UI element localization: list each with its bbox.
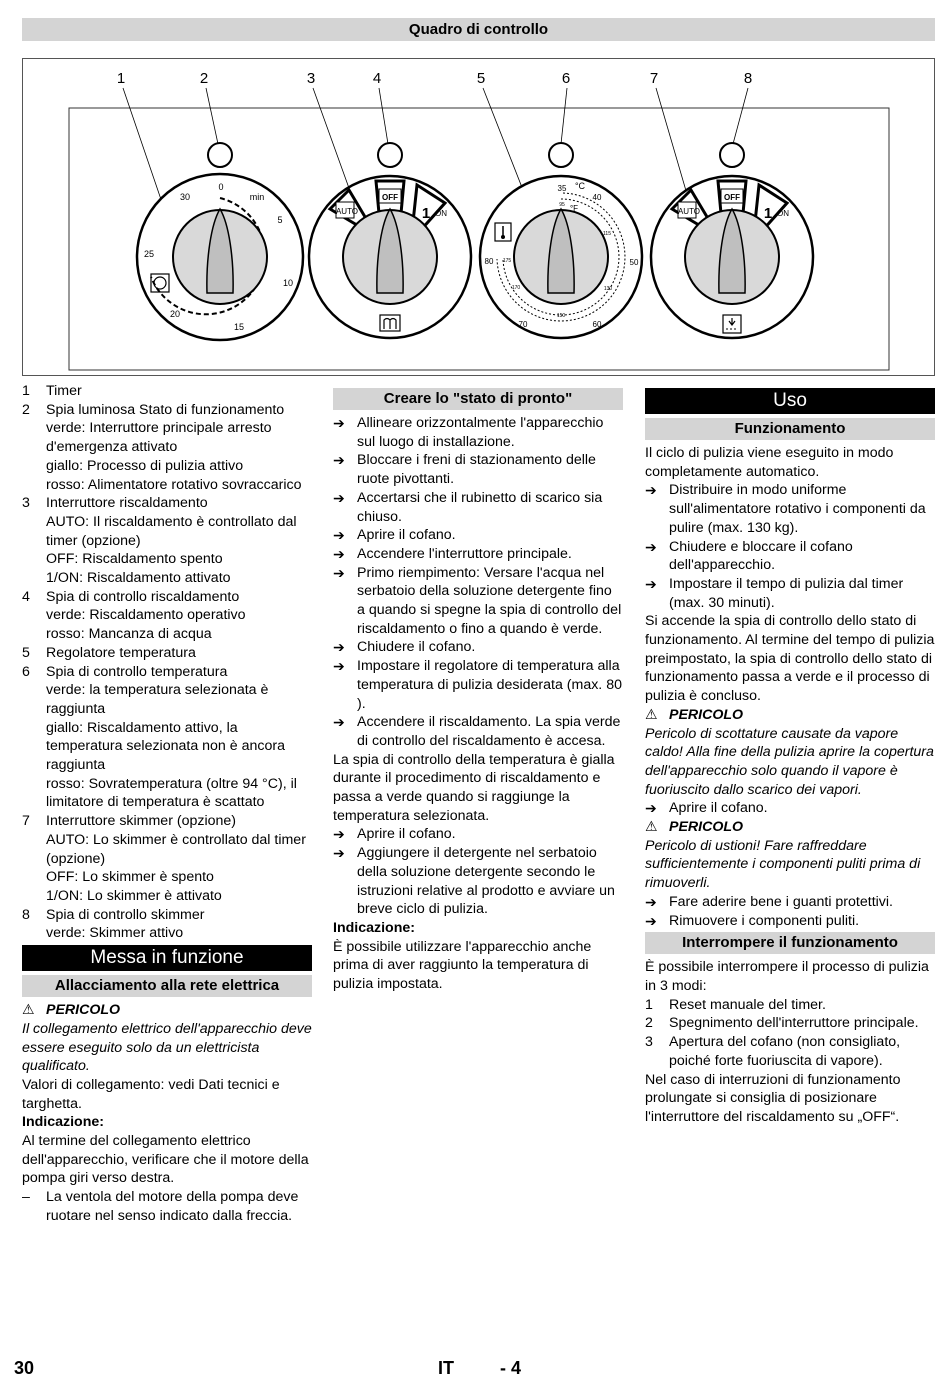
warning-heading-2: [645, 818, 935, 837]
list-item: [333, 825, 623, 844]
thermostat-f-130: 130: [603, 286, 613, 292]
list-item-text: Aprire il cofano.: [357, 527, 456, 544]
list-item-text: Chiudere e bloccare il cofano dell'apparecchio.: [669, 538, 853, 574]
list-item: [645, 996, 935, 1015]
heating-lamp: [378, 143, 402, 167]
note-label: Indicazione:: [22, 1114, 104, 1131]
list-item-text: 1/ON: Lo skimmer è attivato: [46, 887, 222, 904]
list-item: [22, 419, 312, 456]
heating-on-number: 1: [421, 205, 431, 222]
thermostat-c-50: 50: [629, 258, 639, 267]
callout-5: 5: [476, 70, 486, 87]
thermostat-f-175: 175: [502, 258, 512, 264]
list-item: [333, 713, 623, 750]
page-subnumber: - 4: [500, 1358, 522, 1378]
warning-triangle-icon: ⚠: [22, 1002, 35, 1019]
intro-text: Il ciclo di pulizia viene eseguito in modo completamente automatico.: [645, 445, 894, 480]
list-item: [22, 588, 312, 607]
values-text: Valori di collegamento: vedi Dati tecnici e targhetta.: [22, 1076, 280, 1112]
final-paragraph: Nel caso di interruzioni di funzionamento prolungate si consiglia di posizionare l'interruttore del riscaldamento su „OFF“.: [645, 1071, 901, 1125]
list-item: [645, 893, 935, 912]
list-number: [22, 625, 46, 644]
list-item-text: verde: Interruttore principale arresto d'emergenza attivato: [46, 420, 272, 456]
timer-tick-min: min: [249, 192, 265, 202]
section-title-uso: Uso: [645, 388, 935, 414]
list-item: [333, 526, 623, 545]
step-item: [645, 799, 935, 818]
list-number: 2: [22, 401, 30, 418]
subsection-title-stato-di-pronto: Creare lo "stato di pronto": [333, 388, 623, 410]
list-item: [22, 494, 312, 513]
timer-tick-15: 15: [233, 322, 245, 332]
list-item-text: Accertarsi che il rubinetto di scarico sia chiuso.: [357, 489, 603, 525]
list-item-text: Interruttore skimmer (opzione): [46, 813, 237, 830]
list-item-text: verde: Riscaldamento operativo: [46, 607, 246, 624]
thermostat-unit-c: °C: [574, 181, 586, 191]
list-item-text: Aprire il cofano.: [357, 826, 456, 843]
subsection-title-allacciamento: Allacciamento alla rete elettrica: [22, 975, 312, 997]
control-panel-diagram: [23, 59, 936, 377]
list-number: [22, 887, 46, 906]
list-item-text: Impostare il regolatore di temperatura alla temperatura di pulizia desiderata (max. 80 ).: [357, 658, 622, 712]
thermostat-f-115: 115: [603, 231, 611, 237]
list-item: [22, 625, 312, 644]
timer-knob[interactable]: [137, 174, 303, 340]
list-item-text: Spia di controllo riscaldamento: [46, 588, 240, 605]
list-number: 1: [22, 383, 30, 399]
list-item: [333, 451, 623, 488]
thermostat-unit-f: °F: [569, 204, 579, 213]
list-item-text: rosso: Mancanza di acqua: [46, 626, 212, 643]
arrow-icon: ➔: [645, 575, 657, 592]
list-number: [22, 513, 46, 550]
list-item-text: giallo: Processo di pulizia attivo: [46, 457, 244, 474]
section-header-title: Quadro di controllo: [408, 21, 549, 38]
arrow-icon: ➔: [645, 893, 657, 910]
paragraph-status: Si accende la spia di controllo dello stato di funzionamento. Al termine del tempo di pulizia preimpostato, la spia di controllo dello stato di funzionamento passa a verde e il processo di pulizia è concluso.: [645, 613, 935, 705]
heating-on-label: ON: [435, 209, 447, 218]
heating-auto-label: AUTO: [335, 207, 359, 216]
callout-4: 4: [372, 70, 382, 87]
list-item: [333, 638, 623, 657]
list-item-text: Distribuire in modo uniforme sull'alimentatore rotativo i componenti da pulire (max. 130 kg).: [669, 482, 926, 536]
list-item-text: verde: la temperatura selezionata è raggiunta: [46, 682, 269, 717]
arrow-icon: ➔: [333, 564, 345, 581]
steps-list-2: [333, 825, 623, 919]
list-number: 2: [645, 1015, 653, 1032]
list-number: 8: [22, 906, 30, 923]
warning-heading-1: [645, 706, 935, 725]
callout-3: 3: [306, 70, 316, 87]
list-item: [22, 569, 312, 588]
list-item: [22, 887, 312, 906]
list-item-text: AUTO: Il riscaldamento è controllato dal timer (opzione): [46, 513, 297, 549]
skimmer-lamp: [720, 143, 744, 167]
callout-8: 8: [743, 70, 753, 87]
column-2: [333, 386, 623, 994]
arrow-icon: ➔: [645, 482, 657, 499]
timer-tick-30: 30: [179, 192, 191, 202]
column-1: [22, 382, 312, 1226]
list-item: [333, 657, 623, 713]
list-item: [22, 513, 312, 550]
list-item-text: OFF: Riscaldamento spento: [46, 551, 223, 568]
steps-list-2: [645, 893, 935, 930]
skimmer-off-label: OFF: [724, 193, 740, 202]
note-text: È possibile utilizzare l'apparecchio anche prima di aver raggiunto la temperatura di pulizia impostata.: [333, 938, 592, 993]
list-number: [22, 719, 46, 775]
timer-tick-0: 0: [218, 182, 224, 192]
subsection-title-interrompere: Interrompere il funzionamento: [645, 932, 935, 954]
list-number: 6: [22, 663, 30, 680]
timer-tick-10: 10: [282, 278, 294, 288]
warning-text-2: Pericolo di ustioni! Fare raffreddare sufficientemente i componenti puliti prima di rimuoverli.: [645, 837, 921, 892]
dash-marker: –: [22, 1189, 30, 1206]
thermostat-knob[interactable]: [480, 176, 642, 338]
list-number: [22, 831, 46, 868]
callout-1: 1: [116, 70, 126, 87]
timer-tick-20: 20: [169, 309, 181, 319]
list-item: [645, 1014, 935, 1033]
list-item: [645, 1033, 935, 1070]
list-number: 3: [645, 1034, 653, 1051]
callout-6: 6: [561, 70, 571, 87]
arrow-icon: ➔: [333, 489, 345, 506]
list-item-text: Impostare il tempo di pulizia dal timer (max. 30 minuti).: [669, 575, 904, 611]
language-code: IT: [438, 1358, 454, 1378]
list-item-text: verde: Skimmer attivo: [46, 925, 184, 942]
arrow-icon: ➔: [333, 452, 345, 469]
list-item: [333, 489, 623, 526]
list-item: [645, 481, 935, 537]
list-item-text: Regolatore temperatura: [46, 644, 196, 661]
page-number: 30: [14, 1358, 35, 1378]
list-item-text: Primo riempimento: Versare l'acqua nel serbatoio della soluzione detergente fino a quando si spegne la spia di controllo del riscaldamento o fino a quando è verde.: [357, 564, 622, 637]
arrow-icon: ➔: [333, 845, 345, 862]
column-3: [645, 386, 935, 1127]
warning-text: Il collegamento elettrico dell'apparecchio deve essere eseguito solo da un elettricista qualificato.: [22, 1020, 312, 1075]
list-item-text: OFF: Lo skimmer è spento: [46, 869, 214, 886]
section-header-bar: [22, 18, 935, 41]
list-item-text: Spia di controllo skimmer: [46, 906, 205, 923]
timer-tick-25: 25: [143, 249, 155, 259]
thermostat-c-70: 70: [518, 320, 528, 329]
arrow-icon: ➔: [333, 415, 345, 431]
note-text: Al termine del collegamento elettrico dell'apparecchio, verificare che il motore della pompa giri verso destra.: [22, 1133, 309, 1187]
section-title-messa-in-funzione: Messa in funzione: [22, 945, 312, 971]
status-lamp: [208, 143, 232, 167]
note-label: Indicazione:: [333, 919, 415, 936]
interrupt-intro: È possibile interrompere il processo di pulizia in 3 modi:: [645, 959, 929, 994]
list-item-text: rosso: Sovratemperatura (oltre 94 °C), il limitatore di temperatura è scattato: [46, 775, 297, 811]
skimmer-on-number: 1: [763, 205, 773, 222]
list-item-text: Apertura del cofano (non consigliato, poiché forte fuoriuscita di vapore).: [669, 1034, 901, 1069]
list-number: [22, 476, 46, 495]
warning-text-1: Pericolo di scottature causate da vapore caldo! Alla fine della pulizia aprire la copertura dell'apparecchio solo quando il vapore è fuoriuscito dallo scarico dei vapori.: [645, 725, 934, 798]
steps-list-1: [333, 414, 623, 751]
thermostat-c-40: 40: [592, 193, 602, 202]
steps-list-1: [645, 481, 935, 612]
list-number: 1: [645, 996, 653, 1013]
list-item-text: Interruttore riscaldamento: [46, 495, 208, 512]
list-item: [22, 775, 312, 812]
list-item-text: Timer: [46, 383, 82, 399]
callout-2: 2: [199, 70, 209, 87]
skimmer-on-label: ON: [777, 209, 789, 218]
paragraph-temperature: La spia di controllo della temperatura è gialla durante il procedimento di riscaldamento e passa a verde quando si raggiunge la temperatura selezionata.: [333, 751, 615, 824]
callout-7: 7: [649, 70, 659, 87]
warning-label: PERICOLO: [46, 1002, 121, 1019]
list-item-text: rosso: Alimentatore rotativo sovraccarico: [46, 476, 302, 493]
thermostat-f-170: 170: [511, 285, 521, 291]
list-item-text: Aggiungere il detergente nel serbatoio della soluzione detergente secondo le istruzioni relative al prodotto e avviare un breve ciclo di pulizia.: [357, 845, 615, 918]
heating-off-label: OFF: [382, 193, 398, 202]
warning-heading: [22, 1001, 312, 1020]
list-item-text: AUTO: Lo skimmer è controllato dal timer (opzione): [46, 831, 306, 867]
list-item: [22, 906, 312, 925]
list-number: [22, 457, 46, 476]
arrow-icon: ➔: [645, 800, 657, 817]
step-text: Aprire il cofano.: [669, 800, 768, 817]
subsection-title-funzionamento: Funzionamento: [645, 418, 935, 440]
list-item: [22, 606, 312, 625]
list-item-text: Spegnimento dell'interruttore principale.: [669, 1015, 919, 1032]
interrupt-list: [645, 996, 935, 1071]
list-item-text: Accendere l'interruttore principale.: [357, 545, 572, 562]
dash-item-text: La ventola del motore della pompa deve ruotare nel senso indicato dalla freccia.: [46, 1189, 299, 1224]
list-item: [333, 414, 623, 451]
list-item-text: Chiudere il cofano.: [357, 639, 476, 656]
list-item: [333, 564, 623, 639]
list-item: [333, 844, 623, 919]
list-item: [22, 681, 312, 718]
list-item-text: Reset manuale del timer.: [669, 996, 826, 1013]
list-number: 5: [22, 644, 30, 661]
list-number: [22, 681, 46, 718]
arrow-icon: ➔: [333, 527, 345, 544]
arrow-icon: ➔: [333, 545, 345, 562]
list-item-text: Spia luminosa Stato di funzionamento: [46, 401, 285, 418]
heating-switch-knob[interactable]: [309, 176, 471, 338]
list-item: [645, 538, 935, 575]
list-item: [22, 644, 312, 663]
thermostat-f-150: 150: [556, 313, 566, 319]
thermostat-c-35: 35: [557, 184, 567, 193]
list-item-text: Spia di controllo temperatura: [46, 663, 228, 680]
arrow-icon: ➔: [645, 538, 657, 555]
warning-label: PERICOLO: [669, 706, 744, 723]
dash-item: [22, 1188, 312, 1225]
arrow-icon: ➔: [333, 658, 345, 675]
list-item-text: 1/ON: Riscaldamento attivato: [46, 570, 231, 587]
list-item-text: Bloccare i freni di stazionamento delle ruote pivottanti.: [357, 452, 596, 488]
warning-label: PERICOLO: [669, 819, 744, 836]
list-item-text: Rimuovere i componenti puliti.: [669, 912, 860, 929]
list-number: 7: [22, 813, 30, 830]
list-item: [22, 719, 312, 775]
list-number: [22, 868, 46, 887]
list-number: 3: [22, 495, 30, 512]
list-item-text: giallo: Riscaldamento attivo, la temperatura selezionata non è ancora raggiunta: [46, 719, 285, 774]
list-item-text: Fare aderire bene i guanti protettivi.: [669, 893, 893, 910]
list-number: [22, 924, 46, 943]
list-number: [22, 606, 46, 625]
list-item: [22, 550, 312, 569]
list-item-text: Allineare orizzontalmente l'apparecchio sul luogo di installazione.: [357, 415, 604, 450]
arrow-icon: ➔: [333, 826, 345, 843]
list-item: [333, 545, 623, 564]
skimmer-auto-label: AUTO: [677, 207, 701, 216]
timer-tick-5: 5: [277, 215, 283, 225]
skimmer-switch-knob[interactable]: [651, 176, 813, 338]
control-panel-figure: [22, 58, 935, 376]
list-item: [22, 812, 312, 831]
list-item: [645, 575, 935, 612]
list-item: [22, 382, 312, 401]
list-item: [22, 831, 312, 868]
list-number: [22, 569, 46, 588]
list-item: [22, 401, 312, 420]
warning-triangle-icon: ⚠: [645, 706, 658, 723]
list-number: 4: [22, 588, 30, 605]
list-number: [22, 775, 46, 812]
arrow-icon: ➔: [333, 714, 345, 731]
list-number: [22, 419, 46, 456]
list-item: [645, 912, 935, 931]
list-number: [22, 550, 46, 569]
list-item: [22, 924, 312, 943]
list-item: [22, 457, 312, 476]
thermostat-f-95: 95: [559, 202, 565, 208]
list-item: [22, 663, 312, 682]
thermostat-c-80: 80: [484, 257, 494, 266]
legend-list: [22, 382, 312, 943]
arrow-icon: ➔: [333, 639, 345, 656]
list-item: [22, 476, 312, 495]
warning-triangle-icon: ⚠: [645, 819, 658, 836]
list-item: [22, 868, 312, 887]
arrow-icon: ➔: [645, 912, 657, 929]
list-item-text: Accendere il riscaldamento. La spia verde di controllo del riscaldamento è accesa.: [357, 714, 621, 749]
temperature-lamp: [549, 143, 573, 167]
thermostat-c-60: 60: [592, 320, 602, 329]
